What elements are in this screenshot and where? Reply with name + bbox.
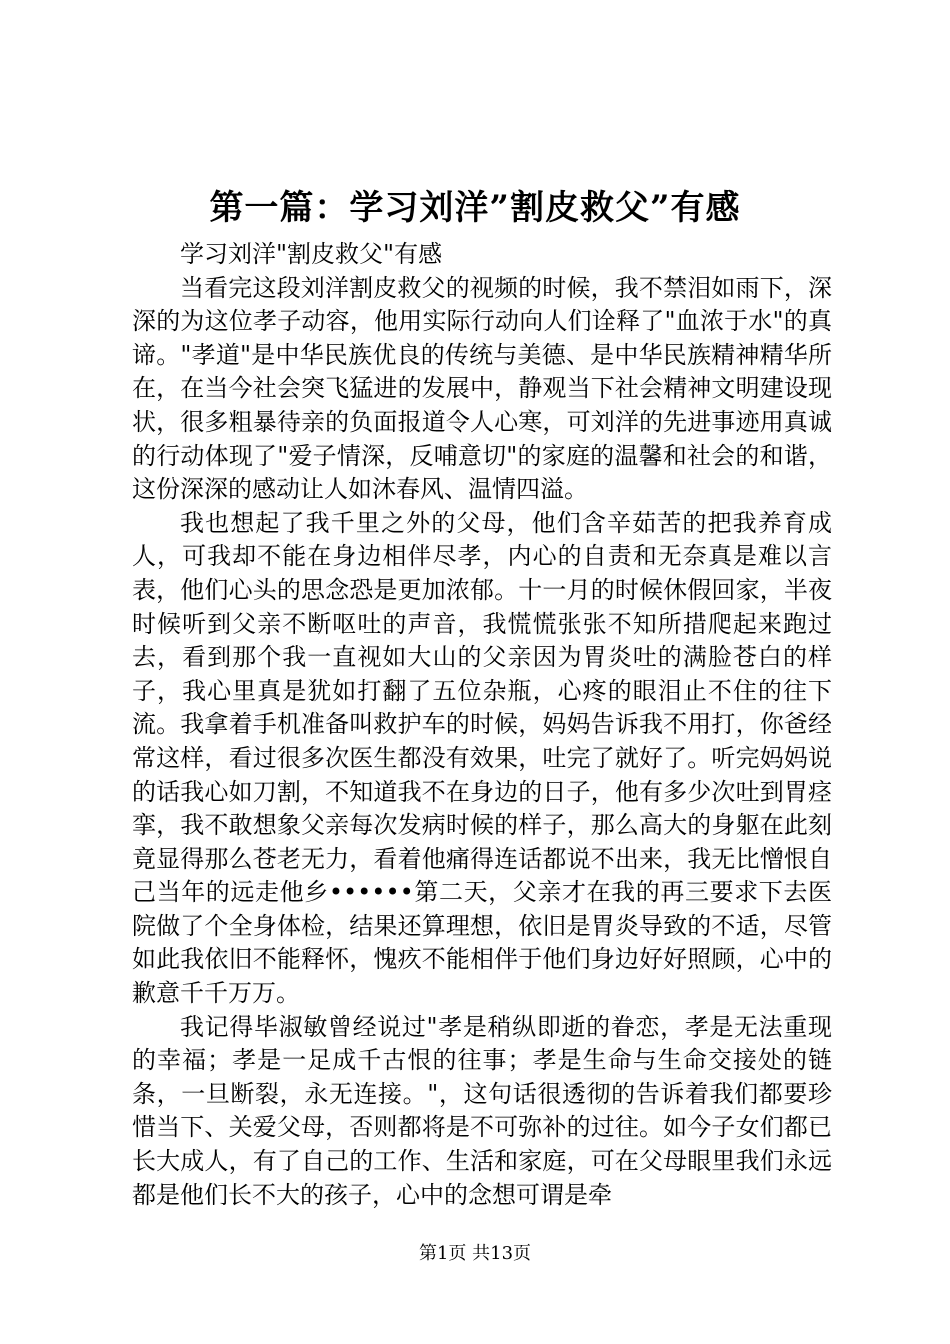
document-body <box>132 238 832 1212</box>
paragraph-1: 当看完这段刘洋割皮救父的视频的时候，我不禁泪如雨下，深深的为这位孝子动容，他用实际行动向人们诠释了"血浓于水"的真谛。"孝道"是中华民族优良的传统与美德、是中华民族精神精华所在，在当今社会突飞猛进的发展中，静观当下社会精神文明建设现状，很多粗暴待亲的负面报道令人心寒，可刘洋的先进事迹用真诚的行动体现了"爱子情深，反哺意切"的家庭的温馨和社会的和谐，这份深深的感动让人如沐春风、温情四溢。 <box>132 273 832 504</box>
paragraph-2: 我也想起了我千里之外的父母，他们含辛茹苦的把我养育成人，可我却不能在身边相伴尽孝，内心的自责和无奈真是难以言表，他们心头的思念恐是更加浓郁。十一月的时候休假回家，半夜时候听到父亲不断呕吐的声音，我慌慌张张不知所措爬起来跑过去，看到那个我一直视如大山的父亲因为胃炎吐的满脸苍白的样子，我心里真是犹如打翻了五位杂瓶，心疼的眼泪止不住的往下流。我拿着手机准备叫救护车的时候，妈妈告诉我不用打，你爸经常这样，看过很多次医生都没有效果，吐完了就好了。听完妈妈说的话我心如刀割，不知道我不在身边的日子，他有多少次吐到胃痉挛，我不敢想象父亲每次发病时候的样子，那么高大的身躯在此刻竟显得那么苍老无力，看着他痛得连话都说不出来，我无比憎恨自己当年的远走他乡••••••第二天，父亲才在我的再三要求下去医院做了个全身体检，结果还算理想，依旧是胃炎导致的不适，尽管如此我依旧不能释怀，愧疚不能相伴于他们身边好好照顾，心中的歉意千千万万。 <box>132 508 832 1008</box>
document-subtitle: 学习刘洋"割皮救父"有感 <box>180 240 443 268</box>
document-title: 第一篇：学习刘洋”割皮救父”有感 <box>209 188 741 228</box>
paragraph-3: 我记得毕淑敏曾经说过"孝是稍纵即逝的眷恋，孝是无法重现的幸福；孝是一足成千古恨的往事；孝是生命与生命交接处的链条，一旦断裂，永无连接。"，这句话很透彻的告诉着我们都要珍惜当下、关爱父母，否则都将是不可弥补的过往。如今子女们都已长大成人，有了自己的工作、生活和家庭，可在父母眼里我们永远都是他们长不大的孩子，心中的念想可谓是牵 <box>132 1012 832 1209</box>
page-number-footer: 第1页 共13页 <box>418 1243 532 1264</box>
